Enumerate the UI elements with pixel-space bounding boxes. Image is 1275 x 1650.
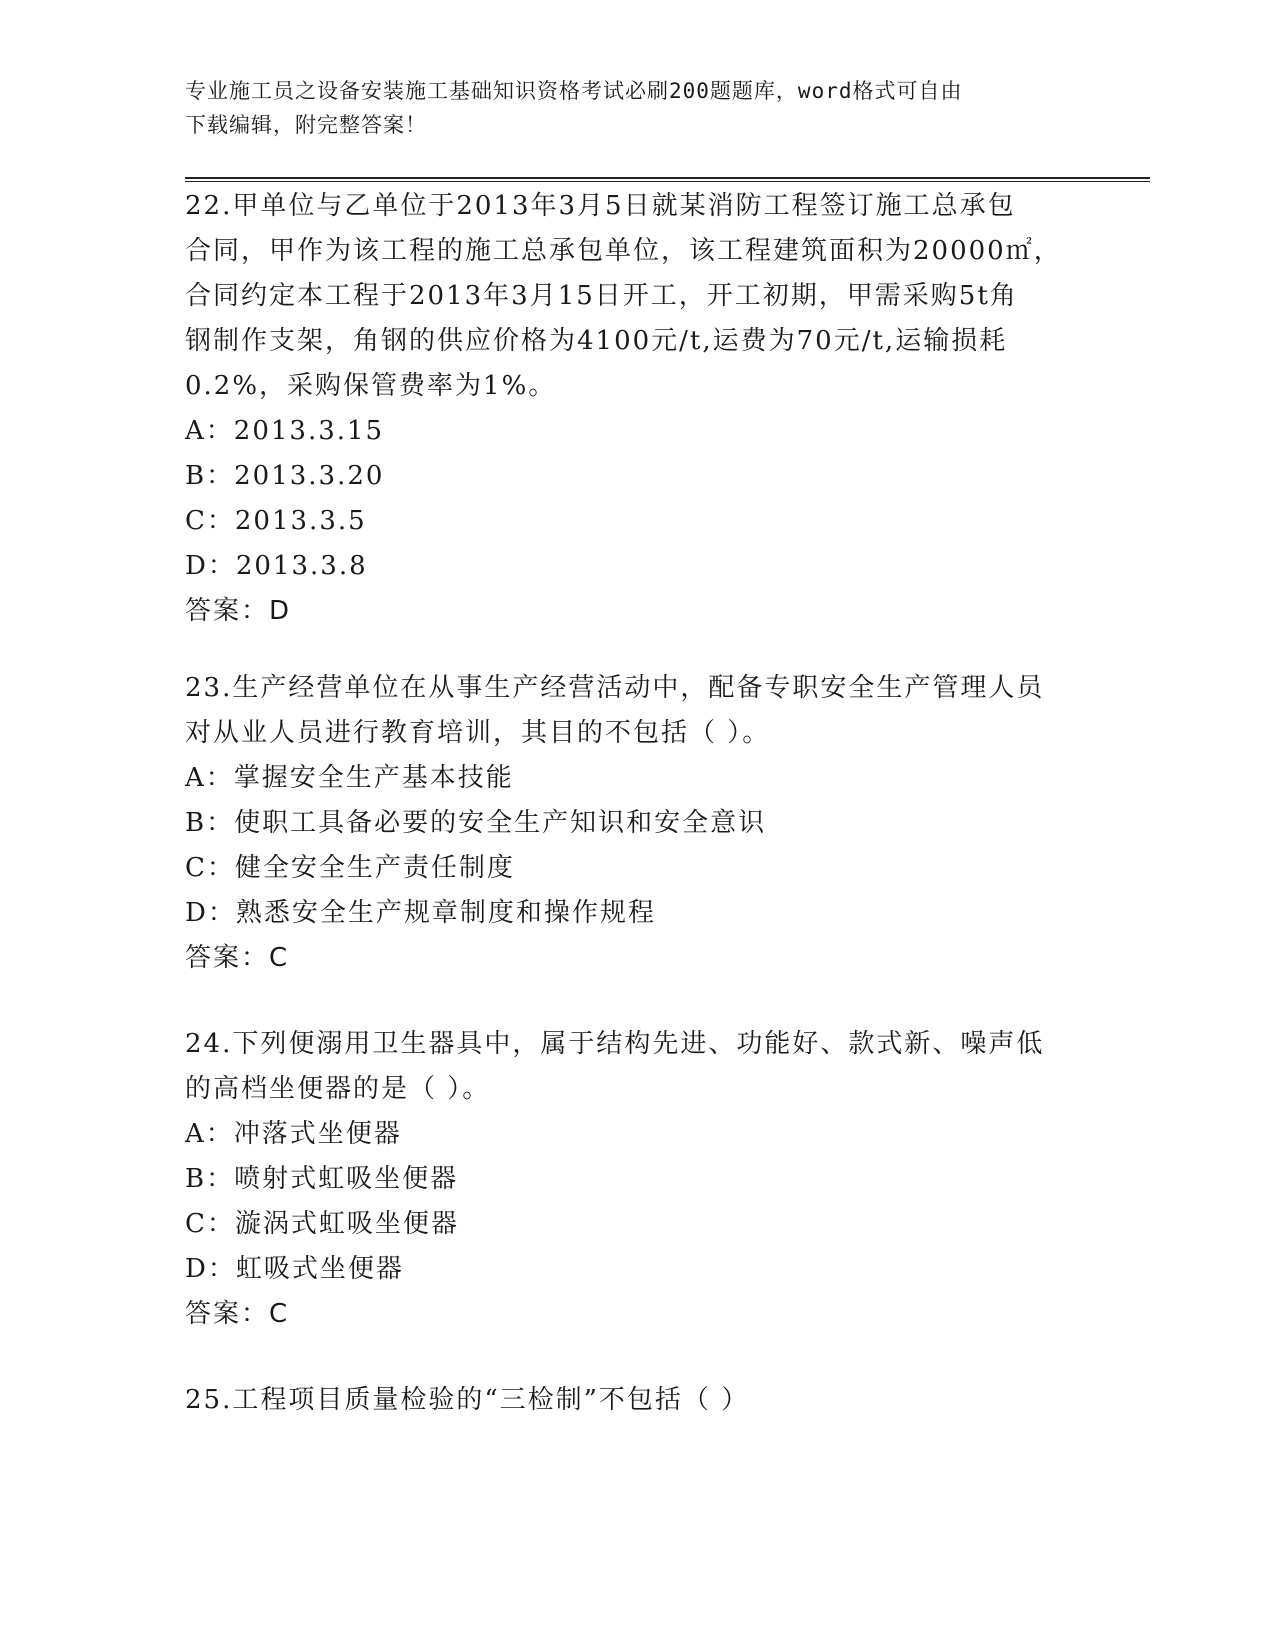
header-divider — [185, 181, 1150, 182]
option-a: A：掌握安全生产基本技能 — [185, 763, 514, 793]
option-b: B：喷射式虹吸坐便器 — [185, 1164, 459, 1194]
option-a: A：冲落式坐便器 — [185, 1119, 402, 1149]
header-divider — [185, 177, 1150, 179]
question-text: 的高档坐便器的是（ ）。 — [185, 1074, 491, 1104]
header-line: 专业施工员之设备安装施工基础知识资格考试必刷200题题库，word格式可自由 — [185, 79, 963, 103]
option-b: B：使职工具备必要的安全生产知识和安全意识 — [185, 808, 767, 838]
option-d: D：虹吸式坐便器 — [185, 1254, 404, 1284]
option-c: C：漩涡式虹吸坐便器 — [185, 1209, 459, 1239]
document-header — [185, 74, 1085, 142]
answer: 答案：C — [185, 943, 290, 973]
question-text: 0.2%，采购保管费率为1%。 — [185, 371, 557, 401]
question-23 — [185, 666, 1085, 981]
question-22 — [185, 184, 1085, 634]
question-text: 22.甲单位与乙单位于2013年3月5日就某消防工程签订施工总承包 — [185, 191, 1016, 221]
header-line: 下载编辑，附完整答案！ — [185, 113, 427, 137]
answer: 答案：D — [185, 596, 292, 626]
option-c: C：健全安全生产责任制度 — [185, 853, 515, 883]
question-text: 合同约定本工程于2013年3月15日开工，开工初期，甲需采购5t角 — [185, 281, 1018, 311]
question-text: 钢制作支架，角钢的供应价格为4100元/t,运费为70元/t,运输损耗 — [185, 326, 1008, 356]
question-text: 25.工程项目质量检验的“三检制”不包括（ ） — [185, 1385, 750, 1415]
option-a: A：2013.3.15 — [185, 416, 385, 446]
option-d: D：2013.3.8 — [185, 551, 368, 581]
question-text: 23.生产经营单位在从事生产经营活动中，配备专职安全生产管理人员 — [185, 673, 1045, 703]
question-text: 合同，甲作为该工程的施工总承包单位，该工程建筑面积为20000㎡， — [185, 236, 1062, 266]
question-24 — [185, 1022, 1085, 1337]
option-d: D：熟悉安全生产规章制度和操作规程 — [185, 898, 656, 928]
answer: 答案：C — [185, 1299, 290, 1329]
question-text: 对从业人员进行教育培训，其目的不包括（ ）。 — [185, 718, 771, 748]
option-b: B：2013.3.20 — [185, 461, 385, 491]
question-text: 24.下列便溺用卫生器具中，属于结构先进、功能好、款式新、噪声低 — [185, 1029, 1045, 1059]
option-c: C：2013.3.5 — [185, 506, 367, 536]
question-25 — [185, 1378, 1085, 1423]
